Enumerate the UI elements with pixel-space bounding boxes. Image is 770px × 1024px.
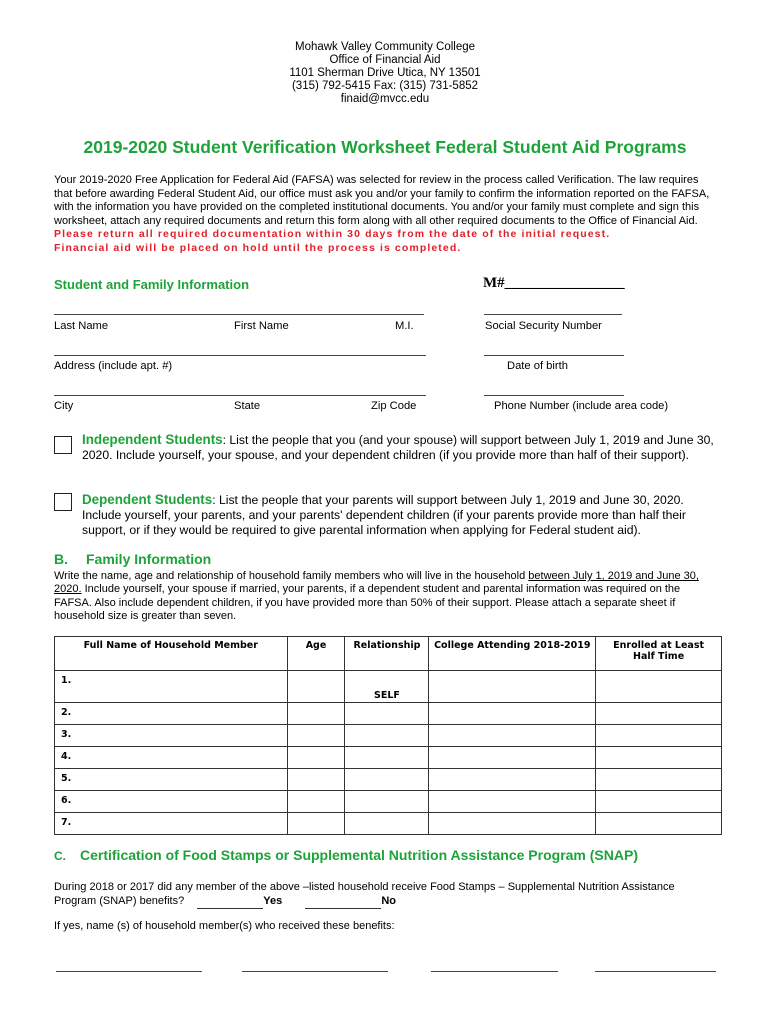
enrolled-cell[interactable] [596, 703, 722, 725]
intro-warning-hold: Financial aid will be placed on hold until the process is completed. [54, 241, 462, 254]
dob-label: Date of birth [507, 360, 568, 372]
form-title: 2019-2020 Student Verification Worksheet Federal Student Aid Programs [83, 137, 687, 157]
ssn-line[interactable] [484, 314, 622, 315]
snap-no-label: No [381, 894, 396, 907]
enrolled-cell[interactable] [596, 791, 722, 813]
row-number[interactable]: 2. [55, 703, 288, 725]
self-label: SELF [374, 690, 400, 701]
office-name: Office of Financial Aid [329, 54, 441, 66]
enrolled-cell[interactable] [596, 671, 722, 703]
m-number-field[interactable]: M#________________ [483, 275, 625, 291]
dependent-checkbox[interactable] [54, 493, 72, 511]
snap-yes-label: Yes [263, 894, 283, 907]
college-cell[interactable] [429, 791, 596, 813]
family-heading-text: Family Information [86, 551, 212, 567]
snap-names-prompt: If yes, name (s) of household member(s) who received these benefits: [54, 920, 395, 932]
independent-checkbox[interactable] [54, 436, 72, 454]
relationship-cell[interactable] [345, 791, 429, 813]
benefit-name-line-4[interactable] [595, 971, 716, 972]
dependent-label: Dependent Students [82, 492, 213, 507]
relationship-cell[interactable] [345, 747, 429, 769]
relationship-cell[interactable] [345, 703, 429, 725]
age-cell[interactable] [287, 791, 345, 813]
col-age: Age [287, 637, 345, 671]
office-address: 1101 Sherman Drive Utica, NY 13501 [289, 67, 481, 79]
phone-line[interactable] [484, 395, 624, 396]
dob-line[interactable] [484, 355, 624, 356]
row-number[interactable]: 3. [55, 725, 288, 747]
relationship-cell[interactable] [345, 769, 429, 791]
snap-heading-text: Certification of Food Stamps or Supplemental Nutrition Assistance Program (SNAP) [80, 847, 638, 863]
family-heading-letter: B. [54, 551, 68, 567]
college-cell[interactable] [429, 813, 596, 835]
table-row [55, 671, 722, 703]
col-relationship: Relationship [345, 637, 429, 671]
office-phone: (315) 792-5415 Fax: (315) 731-5852 [291, 80, 479, 92]
college-cell[interactable] [429, 725, 596, 747]
benefit-name-line-1[interactable] [56, 971, 202, 972]
college-cell[interactable] [429, 747, 596, 769]
student-info-heading: Student and Family Information [54, 277, 250, 292]
age-cell[interactable] [287, 725, 345, 747]
row-number[interactable]: 4. [55, 747, 288, 769]
intro-text: Your 2019-2020 Free Application for Federal Aid (FAFSA) was selected for review in the process called Verification. The law requires that before awarding Federal Student Aid, our office must ask you and/or your family to confirm the information reported on the FAFSA, with the information you have provided on the completed institutional documents. You and/or your family must complete and sign this worksheet, attach any required documents and return this form along with all other required documents to the Office of Financial Aid. [54, 174, 710, 227]
first-name-label: First Name [234, 320, 289, 332]
snap-question-block [54, 881, 714, 909]
intro-warning-return: Please return all required documentation within 30 days from the date of the initial request. [54, 228, 611, 241]
age-cell[interactable] [287, 747, 345, 769]
table-header-row [55, 637, 722, 671]
family-text-after: Include yourself, your spouse if married, your parents, if a dependent student and parental information was required on the FAFSA. Also include dependent children, if you have provided more than 50% of their support. Please attach a separate sheet if household size is greater than seven. [54, 583, 681, 622]
col-enrolled: Enrolled at Least Half Time [596, 637, 722, 671]
college-cell[interactable] [429, 769, 596, 791]
age-cell[interactable] [287, 769, 345, 791]
office-email: finaid@mvcc.edu [340, 93, 430, 105]
row-number[interactable]: 7. [55, 813, 288, 835]
snap-no-line[interactable] [305, 895, 381, 910]
enrolled-cell[interactable] [596, 769, 722, 791]
snap-question: During 2018 or 2017 did any member of the above –listed household receive Food Stamps – Supplemental Nutrition Assistance Program (SNAP) benefits? [54, 881, 675, 907]
table-row [55, 703, 722, 725]
phone-label: Phone Number (include area code) [494, 400, 669, 412]
table-row [55, 791, 722, 813]
ssn-label: Social Security Number [485, 320, 602, 332]
enrolled-cell[interactable] [596, 813, 722, 835]
dependent-text: : List the people that your parents will support between July 1, 2019 and June 30, 2020. Include yourself, your parents, and your parents' dependent children (if your parents provide more than half their support, or if they would be required to give parental information when applying for Federal student aid). [82, 493, 686, 538]
college-cell[interactable] [429, 671, 596, 703]
city-line[interactable] [54, 395, 426, 396]
relationship-cell[interactable] [345, 725, 429, 747]
address-line[interactable] [54, 355, 426, 356]
college-name: Mohawk Valley Community College [294, 41, 476, 53]
table-row [55, 747, 722, 769]
row-number[interactable]: 5. [55, 769, 288, 791]
row-number[interactable]: 6. [55, 791, 288, 813]
family-text-date: between July 1, 2019 and June 30, 2020. [54, 570, 699, 596]
zip-label: Zip Code [371, 400, 417, 412]
age-cell[interactable] [287, 813, 345, 835]
state-label: State [234, 400, 261, 412]
col-college: College Attending 2018-2019 [429, 637, 596, 671]
independent-text: : List the people that you (and your spouse) will support between July 1, 2019 and June 30, 2020. Include yourself, your spouse, and your dependent children (if you provide more than half of their support). [82, 433, 714, 463]
family-heading [54, 551, 211, 567]
table-row [55, 725, 722, 747]
last-name-label: Last Name [54, 320, 109, 332]
independent-paragraph [82, 432, 722, 463]
enrolled-cell[interactable] [596, 747, 722, 769]
benefit-name-line-3[interactable] [431, 971, 558, 972]
city-label: City [54, 400, 74, 412]
relationship-cell[interactable] [345, 671, 429, 703]
name-line[interactable] [54, 314, 424, 315]
relationship-cell[interactable] [345, 813, 429, 835]
household-table [54, 636, 722, 835]
enrolled-cell[interactable] [596, 725, 722, 747]
family-text-before: Write the name, age and relationship of household family members who will live in the household [54, 570, 529, 582]
age-cell[interactable] [287, 671, 345, 703]
table-row [55, 769, 722, 791]
family-instructions [54, 570, 718, 623]
address-label: Address (include apt. #) [54, 360, 173, 372]
mi-label: M.I. [395, 320, 414, 332]
table-row [55, 813, 722, 835]
benefit-name-line-2[interactable] [242, 971, 388, 972]
col-full-name: Full Name of Household Member [55, 637, 288, 671]
intro-paragraph [54, 174, 716, 256]
college-cell[interactable] [429, 703, 596, 725]
row-number[interactable]: 1. [55, 671, 288, 703]
age-cell[interactable] [287, 703, 345, 725]
snap-heading-letter: C. [54, 849, 66, 863]
snap-yes-line[interactable] [197, 895, 263, 910]
independent-label: Independent Students [82, 432, 223, 447]
snap-heading [54, 847, 638, 863]
dependent-paragraph [82, 492, 722, 539]
